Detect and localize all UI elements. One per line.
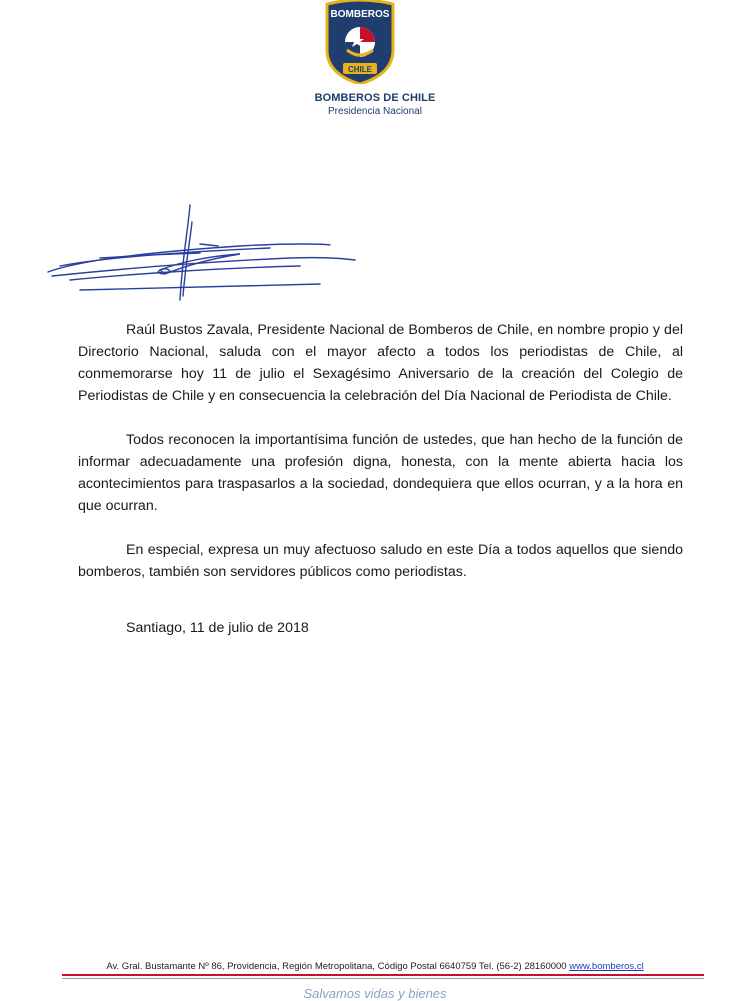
date-line: Santiago, 11 de julio de 2018 bbox=[126, 620, 309, 636]
letter-paragraph-1: Raúl Bustos Zavala, Presidente Nacional de Bomberos de Chile, en nombre propio y del Directorio Nacional, saluda con el mayor afecto a todos los periodistas de Chile, al conmemorarse hoy 11 de julio el Sexagésimo Aniversario de la creación del Colegio de Periodistas de Chile y en consecuencia la celebración del Día Nacional de Periodista de Chile. bbox=[78, 322, 683, 404]
bomberos-chile-logo bbox=[323, 0, 397, 84]
footer-slogan: Salvamos vidas y bienes bbox=[303, 986, 447, 1001]
footer-address: Av. Gral. Bustamante Nº 86, Providencia, Región Metropolitana, Código Postal 6640759 Tel. (56-2) 28160000 bbox=[106, 961, 570, 972]
organization-subtitle: Presidencia Nacional bbox=[328, 106, 422, 117]
letter-paragraph-2: Todos reconocen la importantísima función de ustedes, que han hecho de la función de informar adecuadamente una profesión digna, honesta, con la mente abierta hacia los acontecimientos para traspasarlos a la sociedad, dondequiera que ellos ocurran, y a la hora en que ocurran. bbox=[78, 432, 683, 514]
footer-contact bbox=[0, 961, 750, 972]
organization-name: BOMBEROS DE CHILE bbox=[314, 92, 436, 104]
handwritten-signature-icon bbox=[40, 200, 370, 310]
logo-bottom-text: CHILE bbox=[348, 65, 372, 74]
letter-paragraph-3: En especial, expresa un muy afectuoso saludo en este Día a todos aquellos que siendo bomberos, también son servidores públicos como periodistas. bbox=[78, 542, 683, 580]
logo-top-text: BOMBEROS bbox=[330, 9, 390, 20]
footer-divider-red bbox=[62, 974, 704, 976]
letter-body bbox=[78, 319, 683, 661]
footer-divider-gray bbox=[62, 978, 704, 979]
website-link[interactable]: www.bomberos.cl bbox=[569, 961, 644, 972]
